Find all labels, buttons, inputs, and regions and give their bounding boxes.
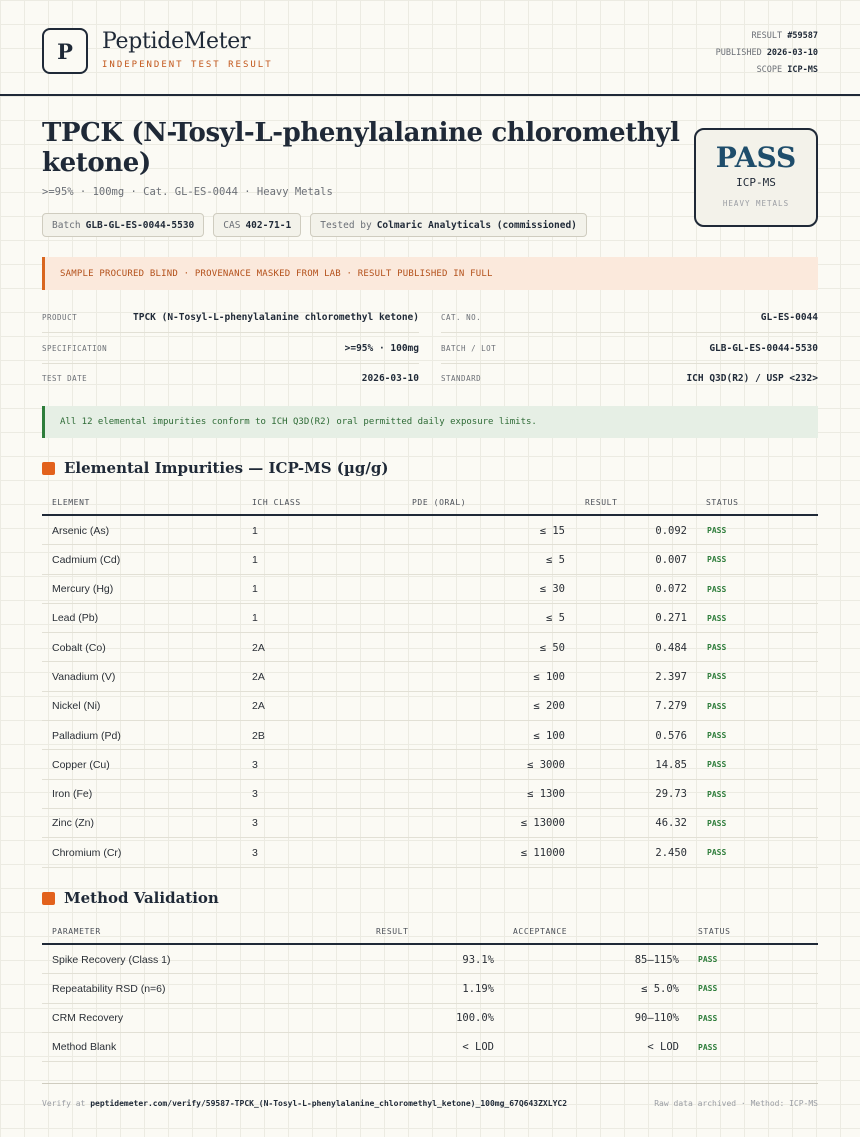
validation-body (42, 945, 818, 1062)
batch-chip: Batch GLB-GL-ES-0044-5530 (42, 213, 204, 237)
col-result: RESULT (376, 926, 409, 936)
table-row (42, 721, 818, 750)
section-marker-icon (42, 892, 55, 905)
impurities-section-header (42, 459, 388, 477)
impurities-body (42, 516, 818, 868)
acceptance-cell: 90–110% (634, 1012, 679, 1025)
status-badge: PASS (707, 584, 727, 594)
pde-cell: ≤ 50 (539, 641, 565, 654)
product-title: TPCK (N-Tosyl-L-phenylalanine chloromethyl ketone) (42, 118, 680, 178)
table-row (42, 545, 818, 574)
element-cell: Cobalt (Co) (52, 641, 106, 654)
result-id-line: RESULT #59587 (751, 31, 818, 41)
pde-cell: ≤ 3000 (527, 758, 565, 771)
status-badge: PASS (707, 789, 727, 799)
validation-table (42, 919, 818, 1062)
table-row (42, 516, 818, 545)
result-cell: 46.32 (655, 817, 687, 830)
status-badge: PASS (707, 643, 727, 653)
status-badge: PASS (707, 613, 727, 623)
acceptance-cell: < LOD (647, 1041, 679, 1054)
result-cell: 14.85 (655, 758, 687, 771)
info-row (42, 363, 818, 393)
element-cell: Zinc (Zn) (52, 817, 94, 830)
result-cell: 0.007 (655, 553, 687, 566)
info-row (42, 333, 818, 363)
class-cell: 2B (252, 729, 265, 742)
product-label: PRODUCT (42, 312, 78, 322)
class-cell: 1 (252, 583, 258, 596)
pde-cell: ≤ 200 (533, 700, 565, 713)
scope-line: SCOPE ICP-MS (756, 65, 818, 75)
result-cell: 2.397 (655, 670, 687, 683)
element-cell: Lead (Pb) (52, 612, 99, 625)
table-row (42, 575, 818, 604)
status-badge: PASS (707, 760, 727, 770)
result-cell: 2.450 (655, 846, 687, 859)
table-header (42, 490, 818, 516)
class-cell: 2A (252, 670, 265, 683)
col-status: STATUS (698, 926, 731, 936)
parameter-cell: CRM Recovery (52, 1012, 124, 1025)
table-row (42, 633, 818, 662)
col-pde: PDE (ORAL) (412, 497, 467, 507)
verdict-method: ICP-MS (736, 176, 776, 189)
section-marker-icon (42, 462, 55, 475)
standard-value: ICH Q3D(R2) / USP <232> (686, 372, 818, 384)
footer-divider (42, 1083, 818, 1084)
col-status: STATUS (706, 497, 739, 507)
class-cell: 1 (252, 524, 258, 537)
table-row (42, 604, 818, 633)
result-cell: 0.092 (655, 524, 687, 537)
brand-tagline: INDEPENDENT TEST RESULT (102, 60, 273, 70)
class-cell: 1 (252, 553, 258, 566)
published-line: PUBLISHED 2026-03-10 (715, 48, 818, 58)
pde-cell: ≤ 1300 (527, 788, 565, 801)
report-header (42, 28, 818, 88)
scope-value: ICP-MS (787, 65, 818, 75)
lab-chip: Tested by Colmaric Analyticals (commissioned) (310, 213, 587, 237)
pde-cell: ≤ 30 (539, 583, 565, 596)
date-value: 2026-03-10 (361, 372, 419, 384)
catno-label: CAT. NO. (441, 312, 482, 322)
verdict-scope: HEAVY METALS (722, 199, 790, 208)
class-cell: 3 (252, 817, 258, 830)
status-badge: PASS (707, 818, 727, 828)
parameter-cell: Spike Recovery (Class 1) (52, 953, 171, 966)
parameter-cell: Repeatability RSD (n=6) (52, 982, 166, 995)
class-cell: 3 (252, 788, 258, 801)
spec-value: >=95% · 100mg (344, 342, 419, 354)
status-badge: PASS (707, 731, 727, 741)
table-row (42, 692, 818, 721)
element-cell: Vanadium (V) (52, 670, 116, 683)
verify-link[interactable]: peptidemeter.com/verify/59587-TPCK_(N-Tosyl-L-phenylalanine_chloromethyl_ketone)_100mg_67Q643ZXLYC2 (90, 1099, 568, 1108)
result-id: #59587 (787, 31, 818, 41)
class-cell: 2A (252, 641, 265, 654)
standard-label: STANDARD (441, 373, 482, 383)
archive-note: Raw data archived · Method: ICP-MS (654, 1099, 818, 1108)
header-divider (0, 94, 860, 96)
conformance-banner: All 12 elemental impurities conform to ICH Q3D(R2) oral permitted daily exposure limits. (42, 406, 818, 438)
element-cell: Nickel (Ni) (52, 700, 101, 713)
brand-name: PeptideMeter (102, 29, 251, 54)
status-badge: PASS (707, 672, 727, 682)
brand-logo: P (42, 28, 88, 74)
table-row (42, 662, 818, 691)
col-acceptance: ACCEPTANCE (513, 926, 568, 936)
status-badge: PASS (707, 526, 727, 535)
verdict-card (694, 128, 818, 227)
result-cell: 0.484 (655, 641, 687, 654)
pde-cell: ≤ 11000 (520, 846, 565, 859)
table-row (42, 750, 818, 779)
catno-value: GL-ES-0044 (760, 311, 818, 323)
table-header (42, 919, 818, 945)
pde-cell: ≤ 15 (539, 524, 565, 537)
status-badge: PASS (707, 848, 727, 858)
pde-cell: ≤ 100 (533, 670, 565, 683)
result-cell: 1.19% (462, 982, 494, 995)
acceptance-cell: ≤ 5.0% (641, 982, 679, 995)
table-row (42, 1033, 818, 1062)
class-cell: 3 (252, 758, 258, 771)
col-parameter: PARAMETER (52, 926, 101, 936)
col-result: RESULT (585, 497, 618, 507)
result-cell: 0.271 (655, 612, 687, 625)
element-cell: Arsenic (As) (52, 524, 110, 537)
validation-section-header (42, 889, 219, 907)
acceptance-cell: 85–115% (634, 953, 679, 966)
status-badge: PASS (707, 701, 727, 711)
table-row (42, 809, 818, 838)
batch-label: BATCH / LOT (441, 343, 497, 353)
status-badge: PASS (707, 555, 727, 565)
result-cell: < LOD (462, 1041, 494, 1054)
date-label: TEST DATE (42, 373, 88, 383)
blind-sample-banner: SAMPLE PROCURED BLIND · PROVENANCE MASKED FROM LAB · RESULT PUBLISHED IN FULL (42, 257, 818, 290)
col-class: ICH CLASS (252, 497, 301, 507)
status-badge: PASS (698, 955, 718, 964)
product-value: TPCK (N-Tosyl-L-phenylalanine chloromethyl ketone) (133, 311, 419, 323)
result-cell: 29.73 (655, 788, 687, 801)
element-cell: Copper (Cu) (52, 758, 110, 771)
validation-title: Method Validation (64, 889, 219, 907)
product-chips (42, 213, 587, 237)
col-element: ELEMENT (52, 497, 90, 507)
batch-value: GLB-GL-ES-0044-5530 (709, 342, 818, 354)
result-cell: 0.576 (655, 729, 687, 742)
info-row (42, 302, 818, 332)
impurities-title: Elemental Impurities — ICP-MS (µg/g) (64, 459, 389, 477)
element-cell: Cadmium (Cd) (52, 553, 121, 566)
pde-cell: ≤ 13000 (520, 817, 565, 830)
published-date: 2026-03-10 (766, 48, 818, 58)
element-cell: Iron (Fe) (52, 788, 93, 801)
element-cell: Chromium (Cr) (52, 846, 122, 859)
table-row (42, 945, 818, 974)
result-cell: 7.279 (655, 700, 687, 713)
result-cell: 100.0% (456, 1012, 494, 1025)
parameter-cell: Method Blank (52, 1041, 117, 1054)
spec-label: SPECIFICATION (42, 343, 108, 353)
table-row (42, 838, 818, 867)
element-cell: Palladium (Pd) (52, 729, 121, 742)
status-badge: PASS (698, 984, 718, 994)
result-cell: 0.072 (655, 583, 687, 596)
status-badge: PASS (698, 1013, 718, 1023)
status-badge: PASS (698, 1042, 718, 1052)
element-cell: Mercury (Hg) (52, 583, 114, 596)
table-row (42, 974, 818, 1003)
class-cell: 3 (252, 846, 258, 859)
pde-cell: ≤ 5 (546, 612, 565, 625)
table-row (42, 780, 818, 809)
class-cell: 2A (252, 700, 265, 713)
table-row (42, 1004, 818, 1033)
product-subtitle: >=95% · 100mg · Cat. GL-ES-0044 · Heavy Metals (42, 186, 333, 198)
verify-line: Verify at peptidemeter.com/verify/59587-TPCK_(N-Tosyl-L-phenylalanine_chloromethyl_ketone)_100mg_67Q643ZXLYC2 (42, 1099, 568, 1108)
pde-cell: ≤ 100 (533, 729, 565, 742)
verdict-result: PASS (715, 141, 797, 174)
result-cell: 93.1% (462, 953, 494, 966)
cas-chip: CAS 402-71-1 (213, 213, 301, 237)
report-meta (716, 28, 818, 79)
impurities-table (42, 490, 818, 868)
pde-cell: ≤ 5 (546, 553, 565, 566)
class-cell: 1 (252, 612, 258, 625)
